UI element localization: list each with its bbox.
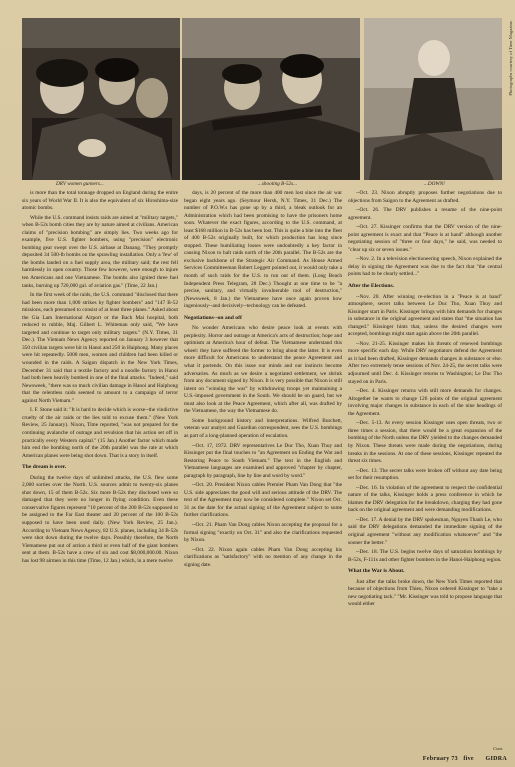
paragraph: Some background history and interpretations. Wilfred Burchett, veteran war analyst and Guardian correspondent, sees the U.S. bombings as part of a long-planned operation of escalation. bbox=[184, 417, 342, 439]
paragraph: --Dec. 17. A denial by the DRV spokesman, Nguyen Thanh Le, who said the DRV delegations demanded the immediate signing of the original agreement "without any modification whatsoever" and "the sooner the better." bbox=[348, 516, 502, 546]
paragraph: --Oct. 26. The DRV publishes a resume of the nine-point agreement. bbox=[348, 207, 502, 221]
photo-women-gunners-image bbox=[22, 18, 180, 180]
photo-credit: Photographs courtesy of Time Magazine. bbox=[508, 20, 513, 96]
paragraph: --Oct. 20. President Nixon cables Premier Pham Van Dong that "the U.S. side appreciates the good will and serious attitude of the DRV. The text of the Agreement may now be considered complete." Nixon set Oct. 31 as the date for the actual signing of the Agreement subject to some further clarifications. bbox=[184, 482, 342, 519]
photo-shooting-b52s bbox=[182, 18, 360, 180]
paragraph: --Oct. 17, 1972. DRV representatives Le Duc Tho, Xuan Thuy and Kissinger put the final touches to "an Agreement on Ending the War and Restoring Peace to South Vietnam." The text in the English and Vietnamese languages are examined and approved "chapter by chapter, paragraph by paragraph, line by line and word by word." bbox=[184, 442, 342, 479]
paragraph: --Dec. 4. Kissinger returns with still more demands for changes. Altogether he wants to change 126 points of the original agreement involving major changes in substance in each of the nine headings of the Agreement. bbox=[348, 388, 502, 417]
photo-shooting-b52s-image bbox=[182, 18, 360, 180]
article-column-3 bbox=[348, 190, 502, 740]
continued-note: Cont. bbox=[493, 746, 503, 751]
paragraph: While the U.S. command insists raids are aimed at "military targets," when B-52s bomb cities they are by nature aimed at civilians. American claims of "precision bombing" are simply lies. Two weeks ago for example, five U.S. fighter bombers, using "precision" electronic bombing gear swept over the U.S. airbase at Danang. "They promptly deposited 34 500-lb bombs on the sprawling installation. Only a 'few' of the bombs landed on a fuel supply area, the military said; the rest fell harmlessly in open country. Those few however, were enough to injure ten Americans and one Vietnamese. The bombs also ignited three fuel tanks, burning up 720,000 gal. of aviation gas." (Time, 22 Jan.) bbox=[22, 214, 178, 289]
paragraph: --Dec. 16. In violation of the agreement to respect the confidential nature of the talks, Kissinger holds a press conference in which he blames the DRV delegation for the breakdown, charging they had gone back on the original agreement and were demanding modifications. bbox=[348, 484, 502, 514]
paragraph: During the twelve days of unlimited attacks, the U.S. flew some 2,000 sorties over the North. U.S. sources admit to twenty-six planes shot down, 15 of them B-52s. Six more B-52s they disclosed were so damaged that they were no longer in flying condition. Even these conservative figures represent "10 percent of the 200 B-52s supposed to be assigned to the Far East theater and 20 percent of the 100 B-52s supposed to have been used daily. (New York Review, 25 Jan.). According to Vietnam News Agency, 82 U.S. planes, including 34 B-52s were shot down during the twelve days. Possibly therefore, the North Vietnamese put out of action a third or even half of the giant bombers sent at them. B-52s have a crew of six and cost $8,000,000.00. Nixon has lost 98 airmen in this time (Time, 12 Jan.) which, in a mere twelve bbox=[22, 474, 178, 564]
paragraph: days, is 20 percent of the more than 400 men lost since the air war began eight years ago. (Seymour Hersh, N.Y. Times, 31 Dec.) The number of P.O.W.s has gone up by a third, a bleak outlook for an Administration which had been promising to have the prisoners home soon. Whatever the exact figures, according to the U.S. command, at least $168 million in B-52s has been lost. This is quite a bite into the fleet of 400 B-52s originally built, for which production has long since stopped. These humiliating losses were undoubtedly a key factor in causing Nixon to halt raids north of the 20th parallel. The B-52s are the exclusive backbone of the Strategic Air Command. As House Armed Services Committeeman Robert Leggett pointed out, it would only take a month of such raids for the U.S. to run out of them. (Long Beach Independent Press Telegram, 28 Dec.) Thought at one time to be "a precise, sanitary, and virtually invulnerable tool of destruction," (Newsweek, 8 Jan.) the Vietnamese have once again proven how ingeniously--and decisively--technology can be defeated. bbox=[184, 190, 342, 310]
photo-down-image bbox=[364, 18, 502, 180]
section-heading: Negotiations--on and off bbox=[184, 314, 242, 321]
paragraph: I. F. Stone said it: "It is hard to decide which is worse--the vindictive cruelty of the air raids or the lies told to excuse them." (New York Review, 25 January). Nixon, Time reported, "was not prepared for the continuing avalanche of outrage and revulsion that his action set off in practically every Western capital." (15 Jan.) Another factor which made him end the bombing north of the 20th parallel was the rate at which American planes were being shot down. That is a story in itself. bbox=[22, 407, 178, 459]
article-column-2 bbox=[184, 190, 342, 753]
caption-left: DRV women gunners... bbox=[56, 181, 104, 187]
paragraph: --Oct. 23. Nixon abruptly proposes further negotiations due to objections from Saigon to the Agreement as drafted. bbox=[348, 190, 502, 204]
section-heading: The dream is over. bbox=[22, 464, 67, 471]
page-number: February 73 five bbox=[422, 756, 474, 762]
section-heading: What the War is About. bbox=[348, 568, 405, 575]
paragraph: In the first week of the raids, the U.S. command "disclosed that there had been more than 1,000 strikes by fighter bombers" and "147 B-52 missions, each presumed to consist of at least three planes." Asked about the Gia Lam International Airport or the Bach Mai hospital, both reduced to rubble, Maj. Gilbert L. Whiteman only said, "We have targeted and continue to target only military targets." (N.Y. Times, 31 Dec.). The Vietnam News Agency reported on January 3 however that 350 civilian targets were hit in Hanoi and 250 in Haiphong. Many places were hit repeatedly. 5000 men, women and children had been killed or wounded in the raids. A Saigon dispatch in the New York Times, December 31 said that a textile factory and a noodle factory in Hanoi had both been heavily bombed in one of the final attacks. "Indeed," said Newsweek, "there was so much civilian damage in Hanoi and Haiphong that the relentless raids seemed to amount to a campaign of terror against North Vietnam." bbox=[22, 292, 178, 404]
paragraph: Just after the talks broke down, the New York Times reported that because of objections from Thieu, Nixon ordered Kissinger to "take a new negotiating tack." "Mr. Kissinger was told to propose language that would either bbox=[348, 578, 502, 608]
section-heading: After the Elections. bbox=[348, 283, 395, 290]
paragraph: --Dec. 18. The U.S. begins twelve days of saturation bombings by B-52s, F-111s and other fighter bombers in the Hanoi-Haiphong region. bbox=[348, 549, 502, 563]
paragraph: --Nov. 2. In a television electioneering speech, Nixon explained the delay in signing the Agreement was due to the fact that "the central points had to be clearly settled..." bbox=[348, 256, 502, 278]
paragraph: --Nov. 20. After winning re-election in a "Peace is at hand" atmosphere, secret talks between Le Duc Tho, Xuan Thuy and Kissinger start in Paris. Kissinger brings with him demands for changes in substance in the original agreement and states that "the situation has changed." Kissinger hints that, unless the desired changes were accepted, bombings might start again above the 20th parallel. bbox=[348, 293, 502, 338]
caption-center: ...shooting B-52s... bbox=[258, 181, 298, 187]
paragraph: --Nov. 21-25. Kissinger makes his threats of renewed bombings more specific each day. While DRV negotiators defend the Agreement as it had been drafted, Kissinger demands changes in substance or else. After two extremely tense sessions of Nov. 24-25, the secret talks were adjourned until Dec. 4. Kissinger returns to Washington; Le Duc Tho stayed on in Paris. bbox=[348, 340, 502, 385]
photo-down bbox=[364, 18, 502, 180]
paragraph: --Dec. 13. The secret talks were broken off without any date being set for their resumption. bbox=[348, 467, 502, 482]
paragraph: --Oct. 27. Kissinger confirms that the DRV version of the nine-point agreement is exact and that "Peace is at hand" although another negotiating session of "three or four days," he said, was needed to "clear up six or seven issues." bbox=[348, 224, 502, 253]
paragraph: No wonder Americans who desire peace look at events with perplexity. Horror and outrage at America's acts of destruction; hope and optimism at America's hour of defeat. The Vietnamese understand this wheel: they have suffered the former to bring about the latter. It is even more difficult for Americans to understand the peace Agreement and what it portends. On this issue our minds and our instincts become adversaries. As much as we desire a negotiated settlement, we shrink from any document signed by Nixon. It is very possible that Nixon is still intent on "winning the war" by withdrawing troops yet maintaining a U.S.-imposed government in the South. We should be on guard, but we must also look at the Peace Agreement, which after all, was drafted by the Vietnamese, the way the Vietnamese do. bbox=[184, 325, 342, 415]
caption-right: ...DOWN! bbox=[424, 181, 445, 187]
article-column-1 bbox=[22, 190, 178, 753]
page-footer bbox=[423, 756, 507, 762]
photo-women-gunners bbox=[22, 18, 180, 180]
paragraph: --Oct. 22. Nixon again cables Pham Van Dong accepting his clarifications as "satisfactory" with no mention of any change in the signing date. bbox=[184, 546, 342, 568]
paragraph: is more than the total tonnage dropped on England during the entire six years of World War II. It is also the equivalent of six Hiroshima-size atomic bombs. bbox=[22, 190, 178, 212]
paragraph: --Dec. 5-13. At every session Kissinger uses open threats, two or three times a session, that there would be a great expansion of the bombing of the North unless the DRV yielded to the changes demanded by Nixon. These threats were made during the negotiations, during breaks in the sessions. At one of these sessions, Kissinger repeated the threat six times. bbox=[348, 420, 502, 465]
paragraph: --Oct. 21. Pham Van Dong cables Nixon accepting the proposal for a formal signing "exactly on Oct. 31" and also the clarifications requested by Nixon. bbox=[184, 521, 342, 544]
publication-name: GIDRA bbox=[485, 756, 507, 762]
